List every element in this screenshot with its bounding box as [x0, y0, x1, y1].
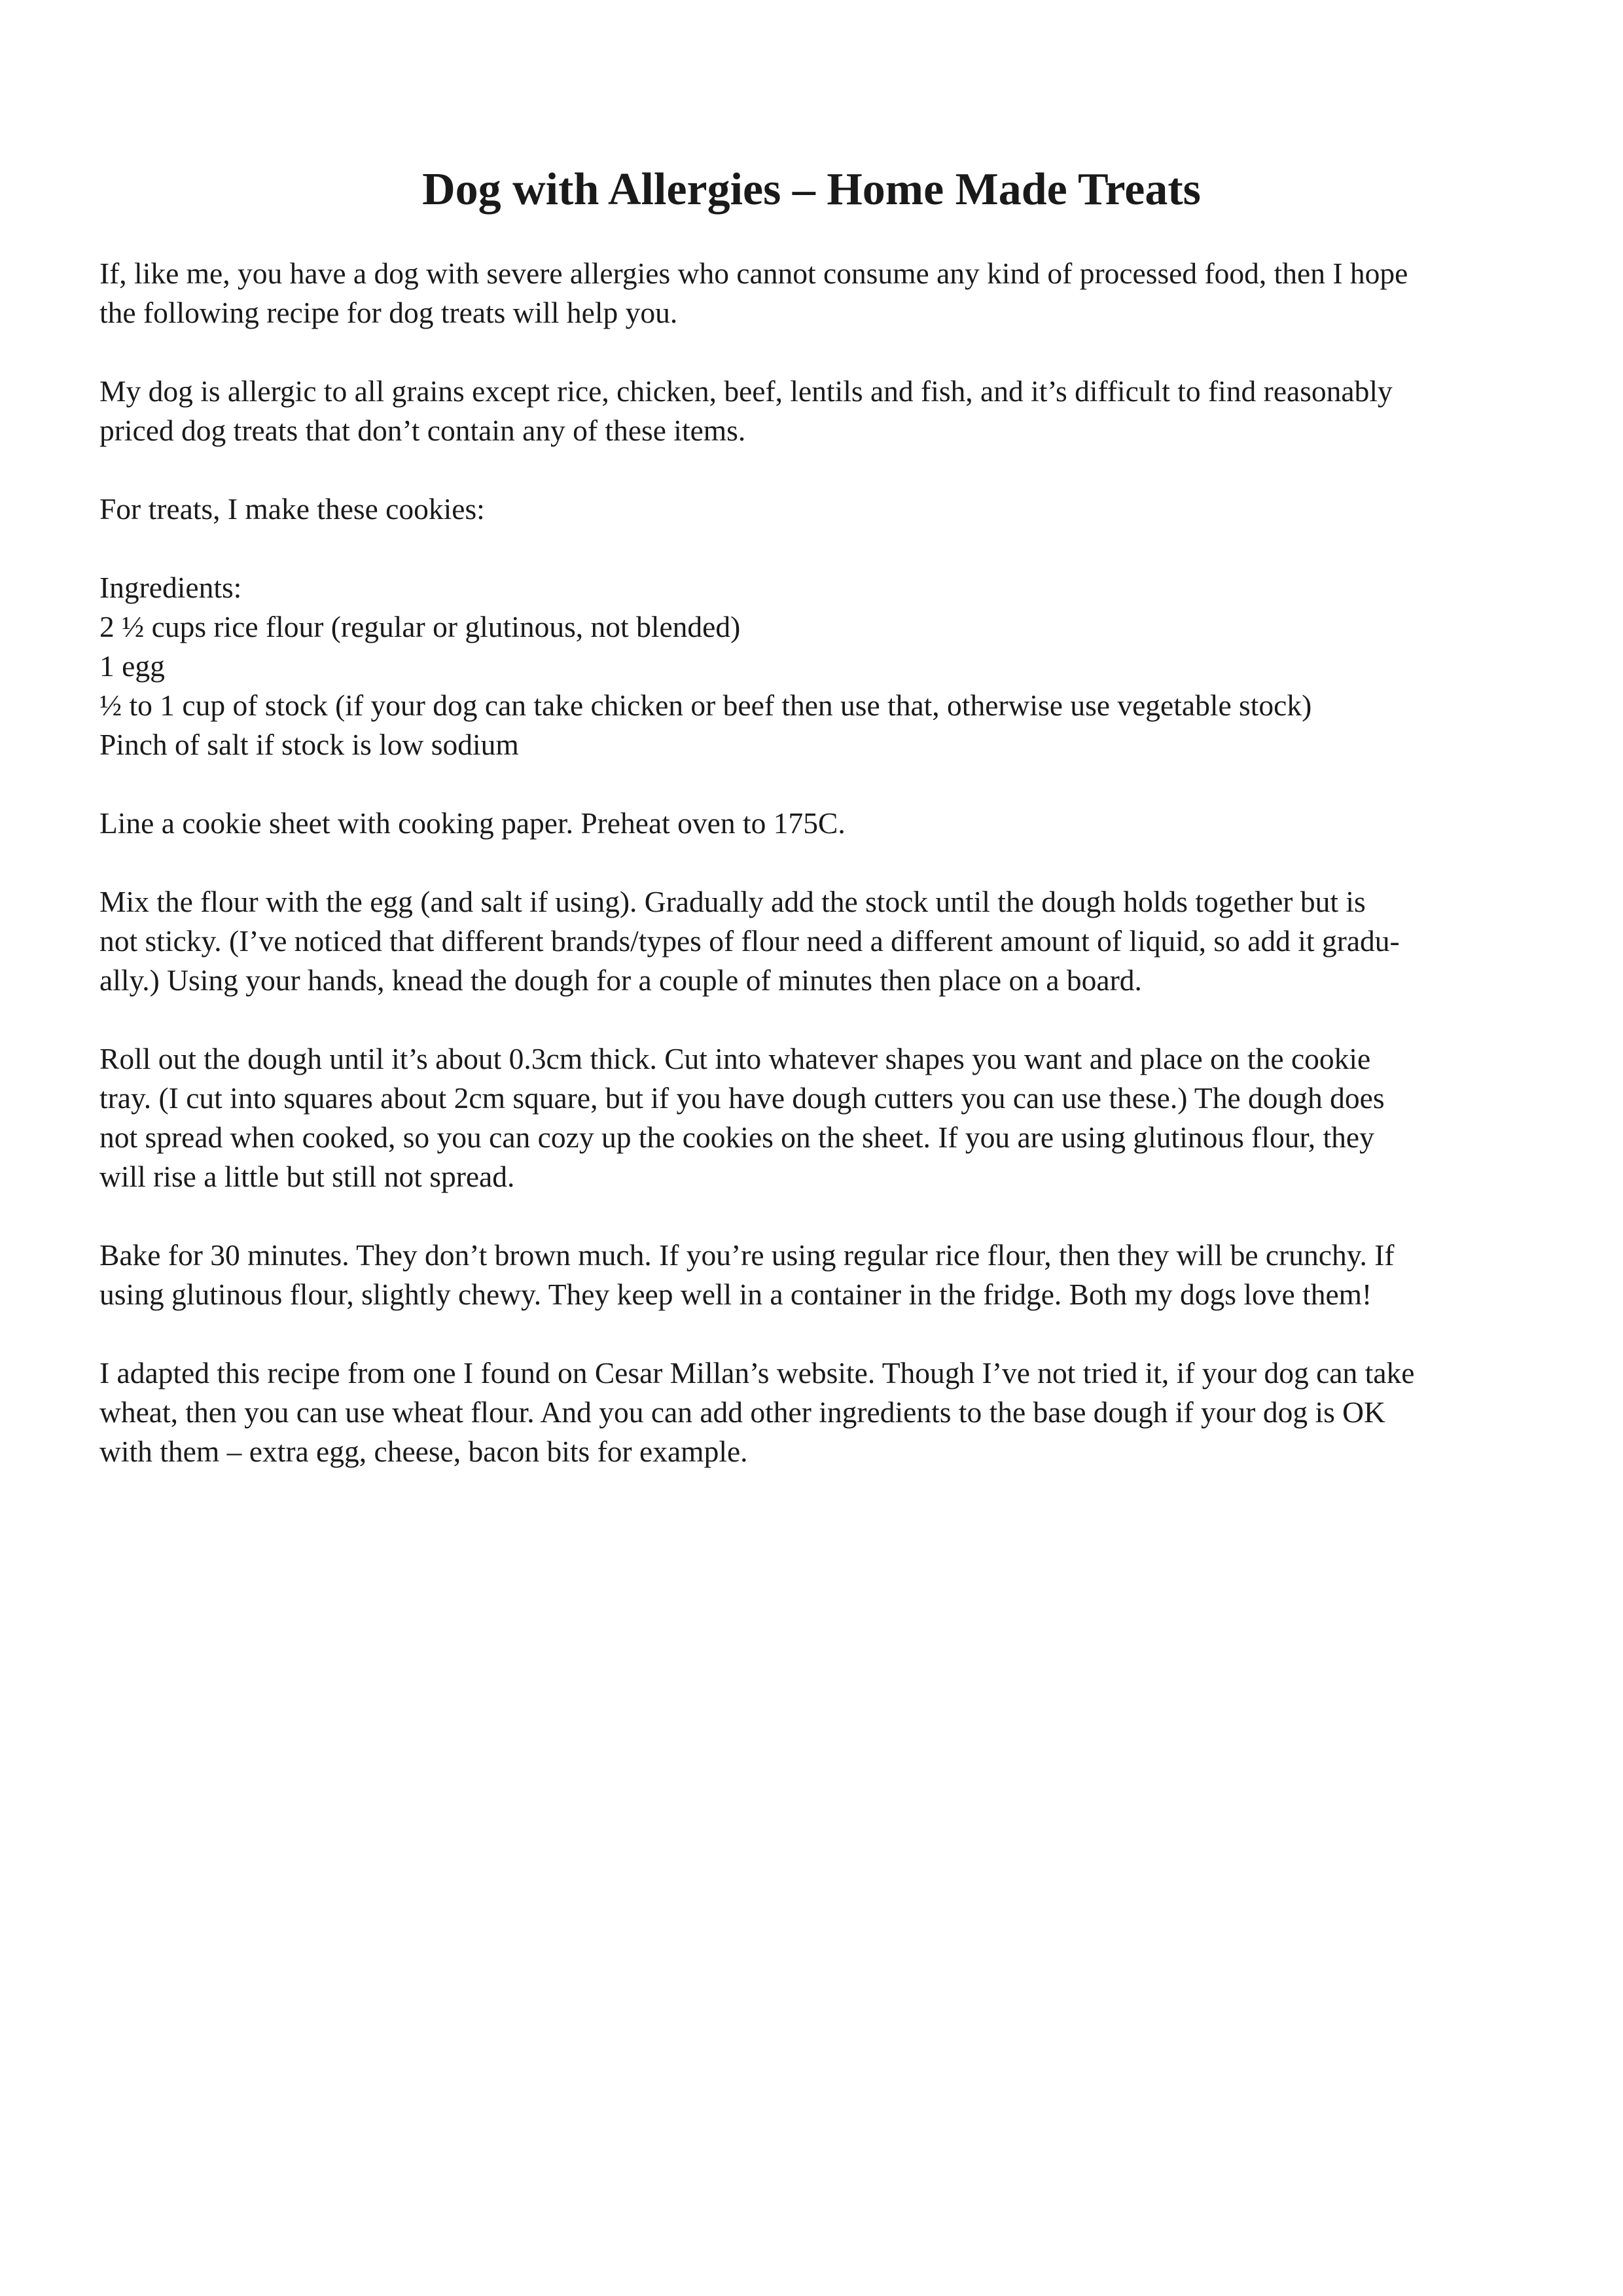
paragraph	[99, 1236, 1533, 1314]
text-line: Roll out the dough until it’s about 0.3cm thick. Cut into whatever shapes you want and place on the cookie	[99, 1042, 1371, 1075]
text-line: Bake for 30 minutes. They don’t brown much. If you’re using regular rice flour, then they will be crunchy. If	[99, 1238, 1395, 1272]
text-line: with them – extra egg, cheese, bacon bits for example.	[99, 1435, 748, 1468]
text-line: ally.) Using your hands, knead the dough for a couple of minutes then place on a board.	[99, 963, 1142, 997]
text-line: For treats, I make these cookies:	[99, 492, 485, 526]
paragraph	[99, 1039, 1533, 1196]
text-line: tray. (I cut into squares about 2cm square, but if you have dough cutters you can use these.) The dough does	[99, 1081, 1385, 1115]
text-line: My dog is allergic to all grains except rice, chicken, beef, lentils and fish, and it’s difficult to find reasonably	[99, 374, 1393, 408]
document-body	[99, 254, 1533, 1511]
text-line: If, like me, you have a dog with severe allergies who cannot consume any kind of processed food, then I hope	[99, 257, 1408, 290]
paragraph	[99, 254, 1533, 332]
text-line: 2 ½ cups rice flour (regular or glutinous, not blended)	[99, 610, 741, 643]
text-line: 1 egg	[99, 649, 165, 683]
document-title: Dog with Allergies – Home Made Treats	[422, 164, 1201, 215]
paragraph	[99, 372, 1533, 450]
paragraph	[99, 1354, 1533, 1471]
text-line: the following recipe for dog treats will help you.	[99, 296, 678, 329]
paragraph	[99, 490, 1533, 529]
text-line: Line a cookie sheet with cooking paper. Preheat oven to 175C.	[99, 806, 846, 840]
text-line: using glutinous flour, slightly chewy. They keep well in a container in the fridge. Both my dogs love them!	[99, 1278, 1372, 1311]
text-line: wheat, then you can use wheat flour. And you can add other ingredients to the base dough if your dog is OK	[99, 1395, 1385, 1429]
text-line: not sticky. (I’ve noticed that different brands/types of flour need a different amount of liquid, so add it gradu-	[99, 924, 1400, 958]
text-line: Pinch of salt if stock is low sodium	[99, 728, 519, 761]
text-line: Mix the flour with the egg (and salt if using). Gradually add the stock until the dough holds together but is	[99, 885, 1366, 918]
text-line: will rise a little but still not spread.	[99, 1160, 515, 1193]
paragraph	[99, 804, 1533, 843]
text-line: I adapted this recipe from one I found on Cesar Millan’s website. Though I’ve not tried it, if your dog can take	[99, 1356, 1415, 1390]
text-line: not spread when cooked, so you can cozy up the cookies on the sheet. If you are using glutinous flour, they	[99, 1121, 1374, 1154]
text-line: ½ to 1 cup of stock (if your dog can take chicken or beef then use that, otherwise use vegetable stock)	[99, 689, 1312, 722]
text-line: priced dog treats that don’t contain any of these items.	[99, 414, 746, 447]
text-line: Ingredients:	[99, 571, 242, 604]
paragraph	[99, 882, 1533, 1000]
paragraph	[99, 568, 1533, 764]
